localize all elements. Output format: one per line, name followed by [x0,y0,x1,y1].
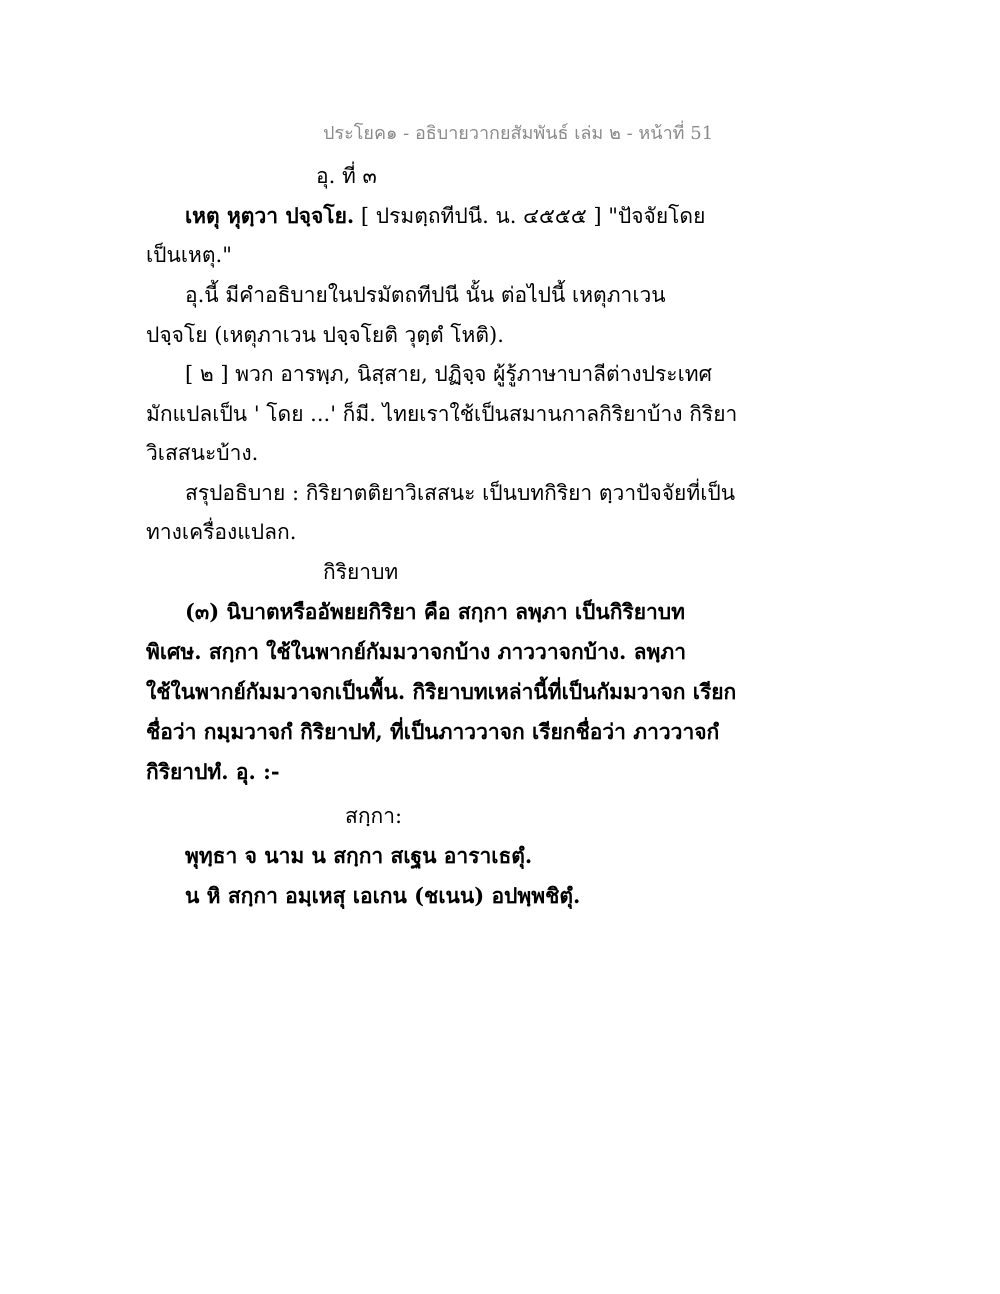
paragraph-line-4: ชื่อว่า กมฺมวาจกํ กิริยาปทํ, ที่เป็นภาววาจก เรียกชื่อว่า ภาววาจกํ [146,719,720,744]
note-line-3: วิเสสนะบ้าง. [146,441,259,465]
paragraph-line-5: กิริยาปทํ. อุ. :- [146,759,280,784]
example-sentence-2: น หิ สกฺกา อมฺเหสุ เอเกน (ชเนน) อปพฺพชิตุํ. [185,883,581,908]
explanation-line-1: อุ.นี้ มีคำอธิบายในปรมัตถทีปนี นั้น ต่อไปนี้ เหตุภาเวน [185,283,666,307]
paragraph-line-2: พิเศษ. สกฺกา ใช้ในพากย์กัมมวาจกบ้าง ภาววาจกบ้าง. ลพฺภา [146,639,687,664]
paragraph-line-3: ใช้ในพากย์กัมมวาจกเป็นพื้น. กิริยาบทเหล่านี้ที่เป็นกัมมวาจก เรียก [146,679,737,704]
summary-line-1: สรุปอธิบาย : กิริยาตติยาวิเสสนะ เป็นบทกิริยา ตฺวาปัจจัยที่เป็น [185,481,736,505]
example-line [185,201,705,231]
example-pali: เหตุ หุตฺวา ปจฺจโย. [185,203,355,228]
running-header: ประโยค๑ - อธิบายวากยสัมพันธ์ เล่ม ๒ - หน้าที่ 51 [323,123,714,144]
example-label: อุ. ที่ ๓ [316,164,377,188]
explanation-line-2: ปจฺจโย (เหตุภาเวน ปจฺจโยติ วุตฺตํ โหติ). [146,323,504,347]
example-ref-gloss: [ ปรมตฺถทีปนี. น. ๔๕๕๕ ] "ปัจจัยโดย [360,204,706,228]
sub-heading: สกฺกา: [345,804,403,828]
example-sentence-1: พุทฺธา จ นาม น สกฺกา สเฐน อาราเธตุํ. [185,843,533,868]
example-gloss-continued: เป็นเหตุ." [146,243,232,267]
summary-line-2: ทางเครื่องแปลก. [146,520,297,544]
paragraph-line-1: (๓) นิบาตหรืออัพยยกิริยา คือ สกฺกา ลพฺภา เป็นกิริยาบท [185,599,685,624]
note-line-2: มักแปลเป็น ' โดย ...' ก็มี. ไทยเราใช้เป็นสมานกาลกิริยาบ้าง กิริยา [146,402,738,426]
note-line-1: [ ๒ ] พวก อารพฺภ, นิสฺสาย, ปฏิจฺจ ผู้รู้ภาษาบาลีต่างประเทศ [185,362,712,386]
section-heading: กิริยาบท [323,560,399,584]
